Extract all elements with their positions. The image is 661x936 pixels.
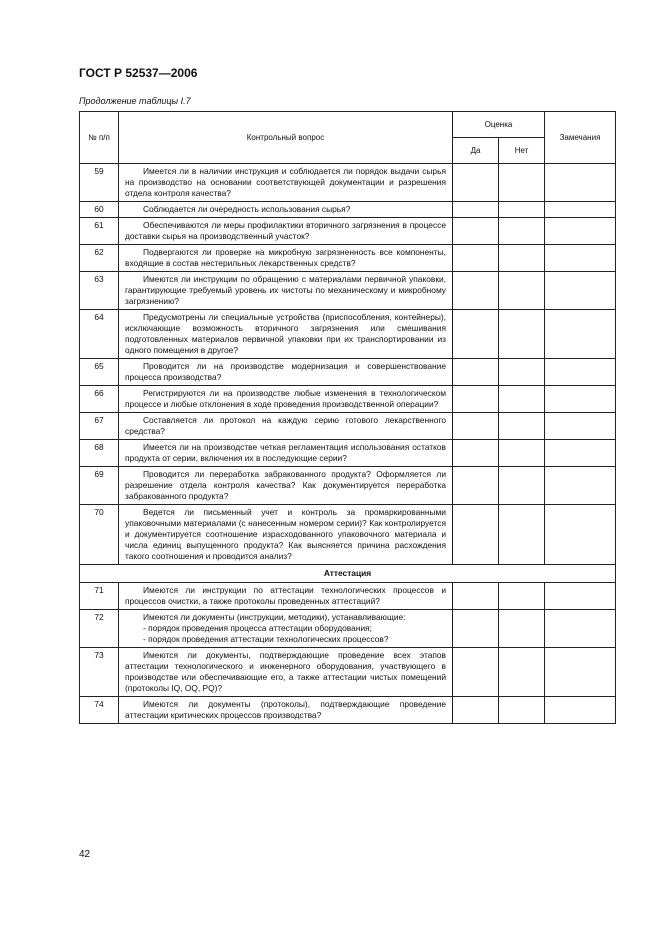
notes-cell[interactable]: [545, 164, 616, 202]
notes-cell[interactable]: [545, 648, 616, 697]
notes-cell[interactable]: [545, 310, 616, 359]
table-row: [80, 202, 616, 218]
table-caption: Продолжение таблицы I.7: [79, 96, 191, 106]
section-row: [80, 565, 616, 583]
question-cell: [119, 697, 453, 724]
question-cell: [119, 202, 453, 218]
yes-cell[interactable]: [453, 583, 499, 610]
table-row: [80, 310, 616, 359]
row-number: 67: [80, 413, 119, 440]
question-text: Составляется ли протокол на каждую серию готового лекарственного средства?: [125, 415, 446, 436]
notes-cell[interactable]: [545, 413, 616, 440]
question-cell: [119, 505, 453, 565]
row-number: 74: [80, 697, 119, 724]
header-evaluation: Оценка: [453, 112, 545, 138]
question-text: Имеются ли документы (инструкции, методики), устанавливающие:: [143, 612, 406, 622]
question-text: Проводится ли переработка забракованного продукта? Оформляется ли разрешение отдела контроля качества? Как документируется переработка забракованного продукта?: [125, 469, 446, 501]
no-cell[interactable]: [499, 610, 545, 648]
header-num: № п/п: [80, 112, 119, 164]
question-text: Ведется ли письменный учет и контроль за промаркированными упаковочными материалами (с нанесенным номером серии)? Как контролируется и документируется соотношение израсходованного упаковочного материала и числа единиц выпущенного продукта? Как выясняется причина расхождения такого соотношения и проводится анализ?: [125, 507, 446, 561]
row-number: 68: [80, 440, 119, 467]
document-title: ГОСТ Р 52537—2006: [79, 66, 198, 80]
no-cell[interactable]: [499, 272, 545, 310]
no-cell[interactable]: [499, 413, 545, 440]
row-number: 71: [80, 583, 119, 610]
question-cell: [119, 413, 453, 440]
notes-cell[interactable]: [545, 245, 616, 272]
question-text: Регистрируются ли на производстве любые изменения в технологическом процессе и любые отклонения в ходе проведения производственной операции?: [125, 388, 446, 409]
question-text: Имеется ли в наличии инструкция и соблюдается ли порядок выдачи сырья на производство на основании соответствующей документации и разрешения отдела контроля качества?: [125, 166, 446, 198]
notes-cell[interactable]: [545, 202, 616, 218]
table-row: [80, 467, 616, 505]
row-number: 60: [80, 202, 119, 218]
yes-cell[interactable]: [453, 202, 499, 218]
checklist-table: [79, 111, 616, 724]
table-row: [80, 272, 616, 310]
notes-cell[interactable]: [545, 610, 616, 648]
row-number: 70: [80, 505, 119, 565]
question-text: Имеется ли на производстве четкая регламентация использования остатков продукта от серии, включения их в последующие серии?: [125, 442, 446, 463]
yes-cell[interactable]: [453, 440, 499, 467]
no-cell[interactable]: [499, 648, 545, 697]
question-bullet: - порядок проведения процесса аттестации оборудования;: [143, 623, 372, 633]
table-row: [80, 440, 616, 467]
header-no: Нет: [499, 138, 545, 164]
no-cell[interactable]: [499, 505, 545, 565]
question-cell: [119, 245, 453, 272]
no-cell[interactable]: [499, 386, 545, 413]
yes-cell[interactable]: [453, 648, 499, 697]
yes-cell[interactable]: [453, 413, 499, 440]
question-cell: [119, 218, 453, 245]
row-number: 72: [80, 610, 119, 648]
question-text: Обеспечиваются ли меры профилактики вторичного загрязнения в процессе доставки сырья на производственный участок?: [125, 220, 446, 241]
section-title: Аттестация: [80, 565, 616, 583]
row-number: 73: [80, 648, 119, 697]
question-text: Имеются ли документы (протоколы), подтверждающие проведение аттестации критических процессов производства?: [125, 699, 446, 720]
table-row: [80, 505, 616, 565]
question-cell: [119, 467, 453, 505]
row-number: 69: [80, 467, 119, 505]
question-text: Подвергаются ли проверке на микробную загрязненность все компоненты, входящие в состав нестерильных лекарственных средств?: [125, 247, 446, 268]
notes-cell[interactable]: [545, 583, 616, 610]
notes-cell[interactable]: [545, 697, 616, 724]
question-bullet: - порядок проведения аттестации технологических процессов?: [143, 634, 389, 644]
no-cell[interactable]: [499, 310, 545, 359]
no-cell[interactable]: [499, 218, 545, 245]
yes-cell[interactable]: [453, 467, 499, 505]
row-number: 63: [80, 272, 119, 310]
table-row: [80, 164, 616, 202]
question-text: Имеются ли инструкции по аттестации технологических процессов и процессов очистки, а также протоколы проведенных аттестаций?: [125, 585, 446, 606]
yes-cell[interactable]: [453, 386, 499, 413]
no-cell[interactable]: [499, 164, 545, 202]
question-text: Имеются ли документы, подтверждающие проведение всех этапов аттестации технологического и инженерного оборудования, участвующего в производстве или обеспечивающие его, а также аттестации чистых помещений (протоколы IQ, OQ, PQ)?: [125, 650, 446, 693]
question-cell: [119, 440, 453, 467]
question-cell: [119, 310, 453, 359]
no-cell[interactable]: [499, 245, 545, 272]
question-cell: [119, 648, 453, 697]
header-yes: Да: [453, 138, 499, 164]
table-row: [80, 359, 616, 386]
question-text: Проводится ли на производстве модернизация и совершенствование процесса производства?: [125, 361, 446, 382]
row-number: 62: [80, 245, 119, 272]
yes-cell[interactable]: [453, 505, 499, 565]
no-cell[interactable]: [499, 359, 545, 386]
table-row: [80, 245, 616, 272]
yes-cell[interactable]: [453, 359, 499, 386]
yes-cell[interactable]: [453, 272, 499, 310]
row-number: 66: [80, 386, 119, 413]
notes-cell[interactable]: [545, 440, 616, 467]
yes-cell[interactable]: [453, 610, 499, 648]
header-notes: Замечания: [545, 112, 616, 164]
question-cell: [119, 164, 453, 202]
question-cell: [119, 610, 453, 648]
header-question: Контрольный вопрос: [119, 112, 453, 164]
yes-cell[interactable]: [453, 310, 499, 359]
table-row: [80, 648, 616, 697]
question-text: Имеются ли инструкции по обращению с материалами первичной упаковки, гарантирующие требуемый уровень их чистоты по механическому и микробному загрязнению?: [125, 274, 446, 306]
table-row: [80, 610, 616, 648]
table-row: [80, 697, 616, 724]
question-text: Соблюдается ли очередность использования сырья?: [143, 204, 351, 214]
no-cell[interactable]: [499, 440, 545, 467]
question-cell: [119, 272, 453, 310]
row-number: 59: [80, 164, 119, 202]
table-row: [80, 386, 616, 413]
table-row: [80, 583, 616, 610]
notes-cell[interactable]: [545, 272, 616, 310]
no-cell[interactable]: [499, 467, 545, 505]
yes-cell[interactable]: [453, 697, 499, 724]
notes-cell[interactable]: [545, 218, 616, 245]
row-number: 64: [80, 310, 119, 359]
table-row: [80, 218, 616, 245]
question-cell: [119, 583, 453, 610]
no-cell[interactable]: [499, 202, 545, 218]
notes-cell[interactable]: [545, 359, 616, 386]
question-cell: [119, 386, 453, 413]
row-number: 65: [80, 359, 119, 386]
yes-cell[interactable]: [453, 164, 499, 202]
yes-cell[interactable]: [453, 218, 499, 245]
notes-cell[interactable]: [545, 505, 616, 565]
no-cell[interactable]: [499, 697, 545, 724]
notes-cell[interactable]: [545, 467, 616, 505]
row-number: 61: [80, 218, 119, 245]
notes-cell[interactable]: [545, 386, 616, 413]
yes-cell[interactable]: [453, 245, 499, 272]
question-text: Предусмотрены ли специальные устройства (приспособления, контейнеры), исключающие возможность вторичного загрязнения или смешивания подготовленных материалов первичной упаковки при их транспортировании из одного помещения в другое?: [125, 312, 446, 355]
no-cell[interactable]: [499, 583, 545, 610]
question-cell: [119, 359, 453, 386]
table-row: [80, 413, 616, 440]
page-number: 42: [79, 849, 91, 860]
